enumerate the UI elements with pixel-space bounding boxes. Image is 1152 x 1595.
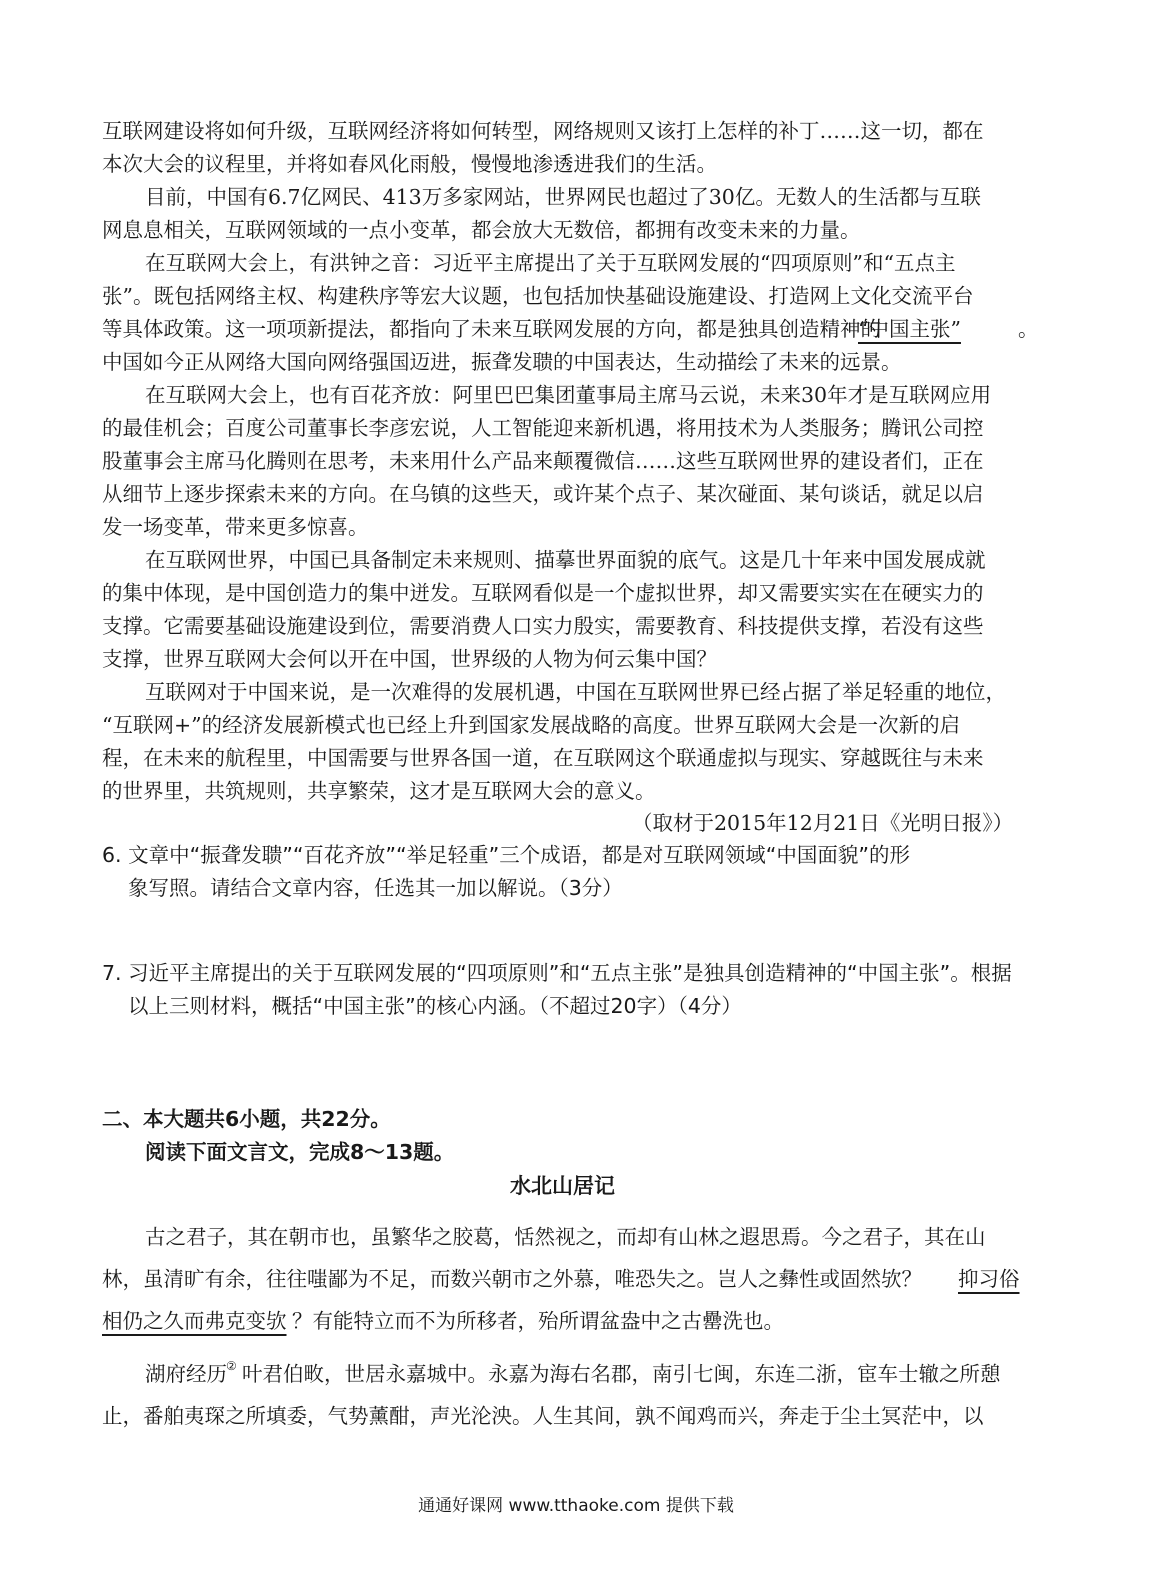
document-page: 互联网建设将如何升级，互联网经济将如何转型，网络规则又该打上怎样的补丁……这一切，都在 本次大会的议程里，并将如春风化雨般，慢慢地渗透进我们的生活。 目前，中国有6.7亿网民、413万多家网站，世界网民也超过了30亿。无数人的生活都与互联 网息息相关，互联网领域的一点小变革，都会放大无数倍，都拥有改变未来的力量。 在互联网大会上，有洪钟之音：习近平主席提出了关于互联网发展的“四项原则”和“五点主 张”。既包括网络主权、构建秩序等宏大议题，也包括加快基础设施建设、打造网上文化交流平台 等具体政策。这一项项新提法，都指向了未来互联网发展的方向，都是独具创造精神的 “中国主张” 。 中国如今正从网络大国向网络强国迈进，振聋发聩的中国表达，生动描绘了未来的远景。 在互联网大会上，也有百花齐放：阿里巴巴集团董事局主席马云说，未来30年才是互联网应用 的最佳机会；百度公司董事长李彦宏说，人工智能迎来新机遇，将用技术为人类服务；腾讯公司控 股董事会主席马化腾则在思考，未来用什么产品来颠覆微信……这些互联网世界的建设者们，正在 从细节上逐步探索未来的方向。在乌镇的这些天，或许某个点子、某次碰面、某句谈话，就足以启 发一场变革，带来更多惊喜。 在互联网世界，中国已具备制定未来规则、描摹世界面貌的底气。这是几十年来中国发展成就 的集中体现，是中国创造力的集中迸发。互联网看似是一个虚拟世界，却又需要实实在在硬实力的 支撑。它需要基础设施建设到位，需要消费人口实力殷实，需要教育、科技提供支撑，若没有这些 支撑，世界互联网大会何以开在中国，世界级的人物为何云集中国？ 互联网对于中国来说，是一次难得的发展机遇，中国在互联网世界已经占据了举足轻重的地位， “互联网+”的经济发展新模式也已经上升到国家发展战略的高度。世界互联网大会是一次新的启 程，在未来的航程里，中国需要与世界各国一道，在互联网这个联通虚拟与现实、穿越既往与未来 的世界里，共筑规则，共享繁荣，这才是互联网大会的意义。 （取材于2015年12月21日《光明日报》） 6. 文章中“振聋发聩”“百花齐放”“举足轻重”三个成语，都是对互联网领域“中国面貌”的形 象写照。请结合文章内容，任选其一加以解说。（3分） 7. 习近平主席提出的关于互联网发展的“四项原则”和“五点主张”是独具创造精神的“中国主张”。根据 以上三则材料，概括“中国主张”的核心内涵。（不超过20字）（4分） 二、本大题共6小题，共22分。 阅读下面文言文，完成8～13题。 水北山居记 古之君子，其在朝市也，虽繁华之胶葛，恬然视之，而却有山林之遐思焉。今之君子，其在山 林，虽清旷有余，往往嗤鄙为不足，而数兴朝市之外慕，唯恐失之。岂人之彝性或固然欤？ 抑习俗 相仍之久而弗克变欤 ？有能特立而不为所移者，殆所谓盆盎中之古罍洗也。 湖府经历 ② 叶君伯畋，世居永嘉城中。永嘉为海右名郡，南引七闽，东连二浙，宦车士辙之所憩 止，番舶夷琛之所填委，气势薰酣，声光沦泱。人生其间，孰不闻鸡而兴，奔走于尘土冥茫中，以 通通好课网 www.tthaoke.com 提供下载 xyxy=(0,0,1152,1595)
underlined-phrase: 抑习俗 xyxy=(958,1267,1020,1291)
underlined-phrase: 相仍之久而弗克变欤 xyxy=(102,1309,287,1333)
page-footer: 通通好课网 www.tthaoke.com 提供下载 xyxy=(418,1496,734,1516)
underlined-phrase: “中国主张” xyxy=(858,317,961,341)
footnote-marker: ② xyxy=(226,1359,237,1373)
